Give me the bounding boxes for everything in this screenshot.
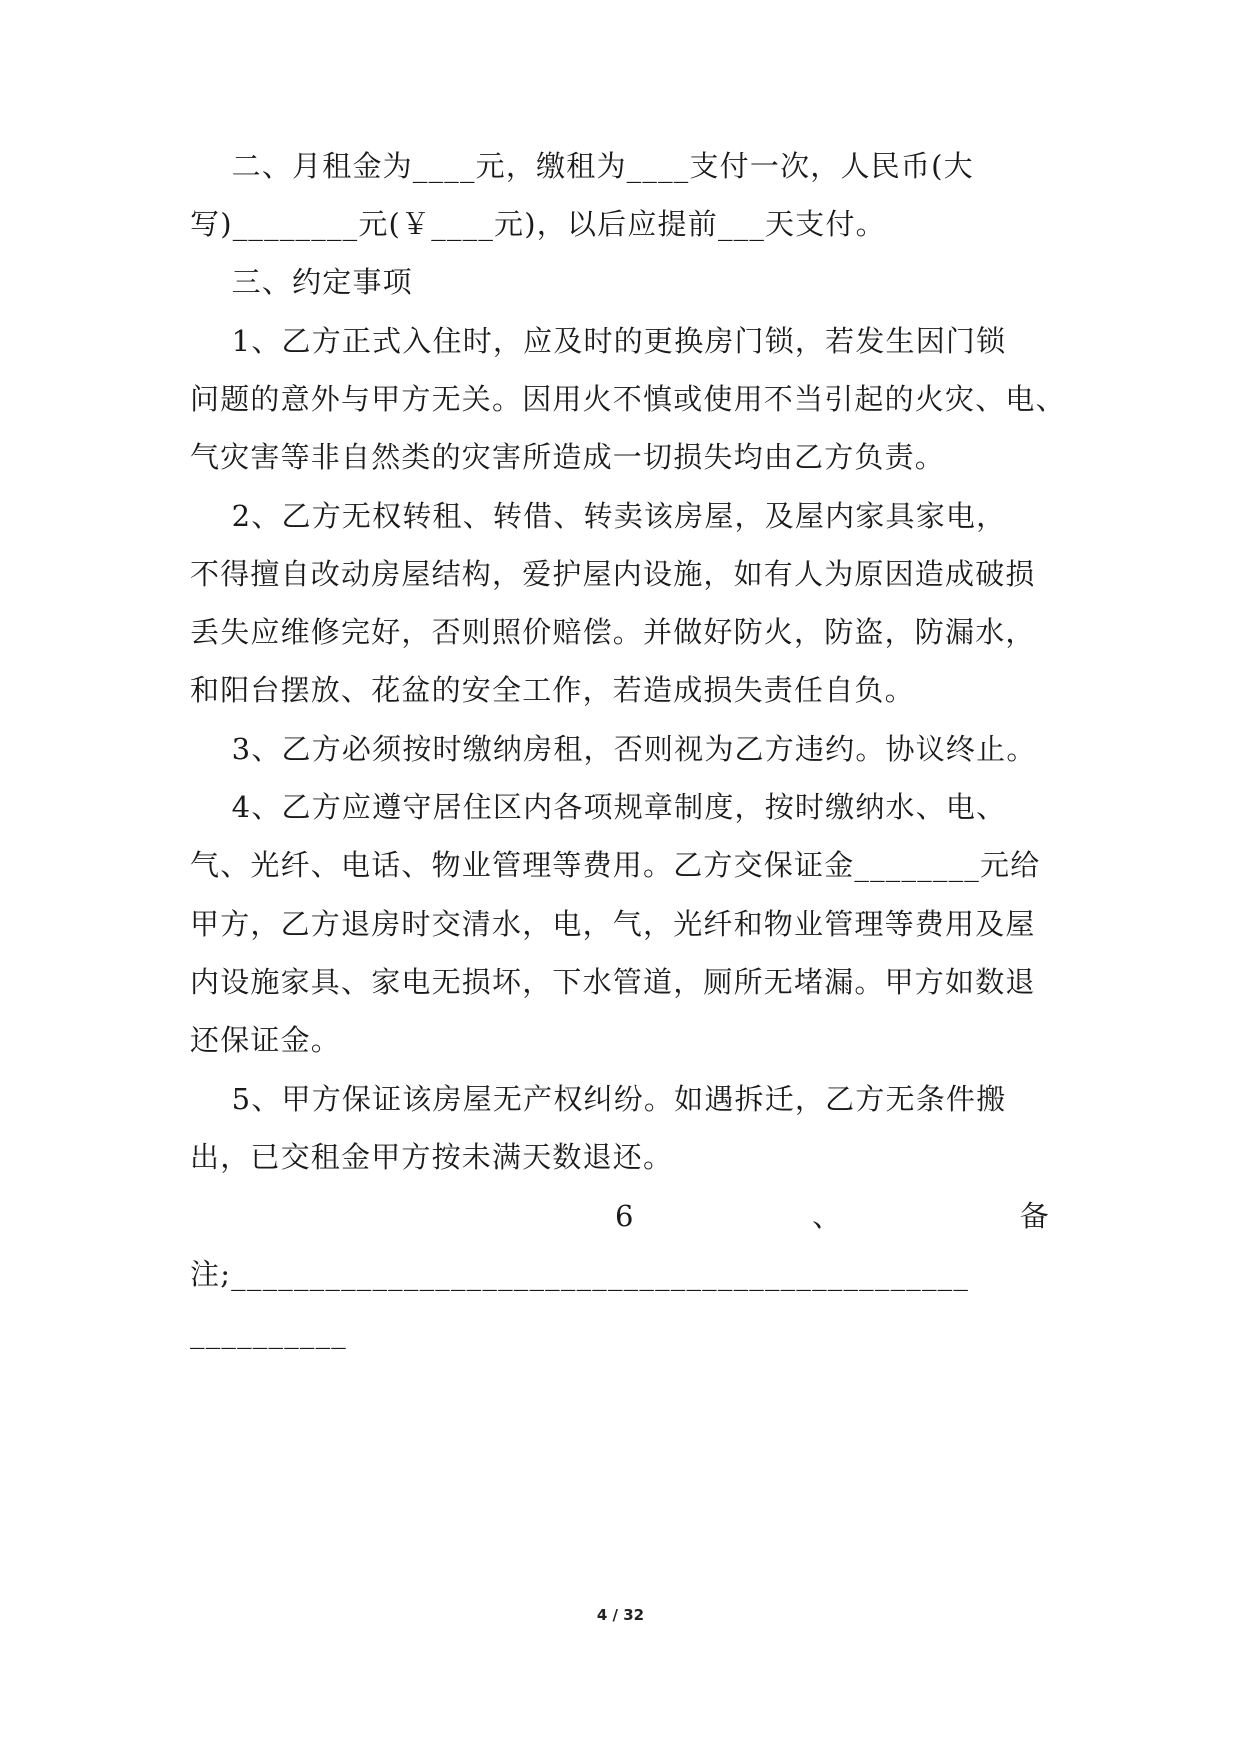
text-line: 二、月租金为____元，缴租为____支付一次，人民币(大 (190, 149, 974, 183)
text-line: 4、乙方应遵守居住区内各项规章制度，按时缴纳水、电、 (190, 790, 1007, 824)
text-line: 还保证金。 (190, 1023, 342, 1057)
text-line: 写)________元(￥____元)，以后应提前___天支付。 (190, 207, 886, 241)
text-line: 3、乙方必须按时缴纳房租，否则视为乙方违约。协议终止。 (190, 732, 1037, 766)
note-line: __________ (190, 1315, 347, 1349)
text-line: 内设施家具、家电无损坏，下水管道，厕所无堵漏。甲方如数退 (190, 965, 1036, 999)
text-line: 问题的意外与甲方无关。因用火不慎或使用不当引起的火灾、电、 (190, 382, 1066, 416)
text-line: 5、甲方保证该房屋无产权纠纷。如遇拆迁，乙方无条件搬 (190, 1082, 1007, 1116)
section-heading: 三、约定事项 (190, 265, 413, 299)
text-line: 出，已交租金甲方按未满天数退还。 (190, 1140, 674, 1174)
note-line: 注;_______________________________________________ (190, 1257, 970, 1291)
note-word: 备 (1019, 1199, 1050, 1233)
note-separator: 、 (812, 1199, 843, 1233)
text-line: 气、光纤、电话、物业管理等费用。乙方交保证金________元给 (190, 848, 1041, 882)
text-line: 和阳台摆放、花盆的安全工作，若造成损失责任自负。 (190, 673, 915, 707)
text-line: 甲方，乙方退房时交清水，电，气，光纤和物业管理等费用及屋 (190, 907, 1036, 941)
text-line: 2、乙方无权转租、转借、转卖该房屋，及屋内家具家电， (190, 499, 1007, 533)
note-heading-line (190, 1196, 1050, 1236)
text-line: 不得擅自改动房屋结构，爱护屋内设施，如有人为原因造成破损 (190, 557, 1036, 591)
text-line: 1、乙方正式入住时，应及时的更换房门锁，若发生因门锁 (190, 324, 1007, 358)
note-number: 6 (615, 1199, 635, 1233)
text-line: 丢失应维修完好，否则照价赔偿。并做好防火，防盗，防漏水， (190, 615, 1036, 649)
text-line: 气灾害等非自然类的灾害所造成一切损失均由乙方负责。 (190, 440, 946, 474)
page-number: 4 / 32 (596, 1606, 645, 1624)
